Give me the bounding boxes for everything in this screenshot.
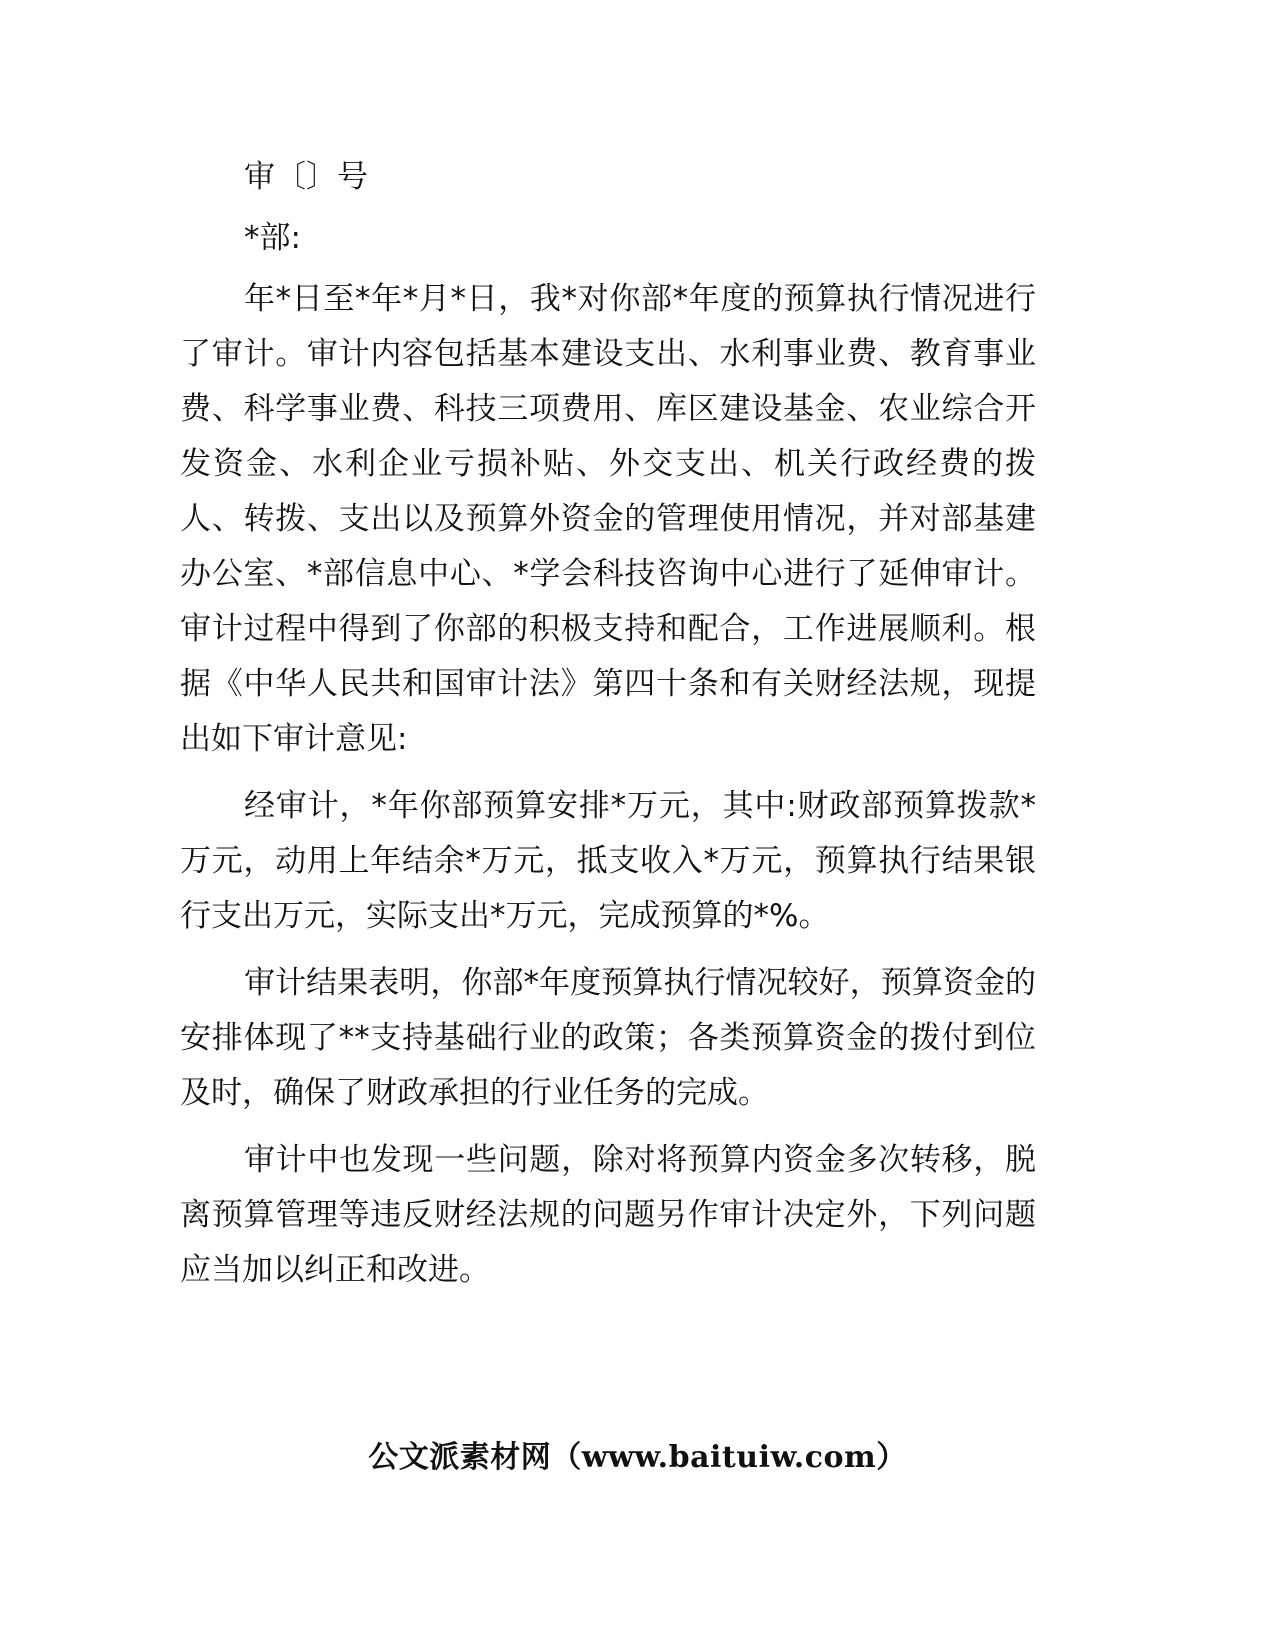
- paragraph-audit-scope: 年*日至*年*月*日，我*对你部*年度的预算执行情况进行了审计。审计内容包括基本建设支出、水利事业费、教育事业费、科学事业费、科技三项费用、库区建设基金、农业综合开发资金、水利企业亏损补贴、外交支出、机关行政经费的拨人、转拨、支出以及预算外资金的管理使用情况，并对部基建办公室、*部信息中心、*学会科技咨询中心进行了延伸审计。审计过程中得到了你部的积极支持和配合，工作进展顺利。根据《中华人民共和国审计法》第四十条和有关财经法规，现提出如下审计意见:: [180, 281, 1036, 757]
- footer-source: 公文派素材网（www.baituiw.com）: [368, 1440, 907, 1475]
- reference-number: 审〔〕号: [244, 159, 368, 195]
- document-body: [180, 150, 1036, 1298]
- paragraph-budget-figures: 经审计，*年你部预算安排*万元，其中:财政部预算拨款*万元，动用上年结余*万元，抵支收入*万元，预算执行结果银行支出万元，实际支出*万元，完成预算的*%。: [180, 788, 1036, 934]
- paragraph-issues-found: 审计中也发现一些问题，除对将预算内资金多次转移，脱离预算管理等违反财经法规的问题另作审计决定外，下列问题应当加以纠正和改进。: [180, 1142, 1036, 1288]
- paragraph-audit-results: 审计结果表明，你部*年度预算执行情况较好，预算资金的安排体现了**支持基础行业的政策；各类预算资金的拨付到位及时，确保了财政承担的行业任务的完成。: [180, 965, 1036, 1111]
- addressee: *部:: [244, 220, 301, 256]
